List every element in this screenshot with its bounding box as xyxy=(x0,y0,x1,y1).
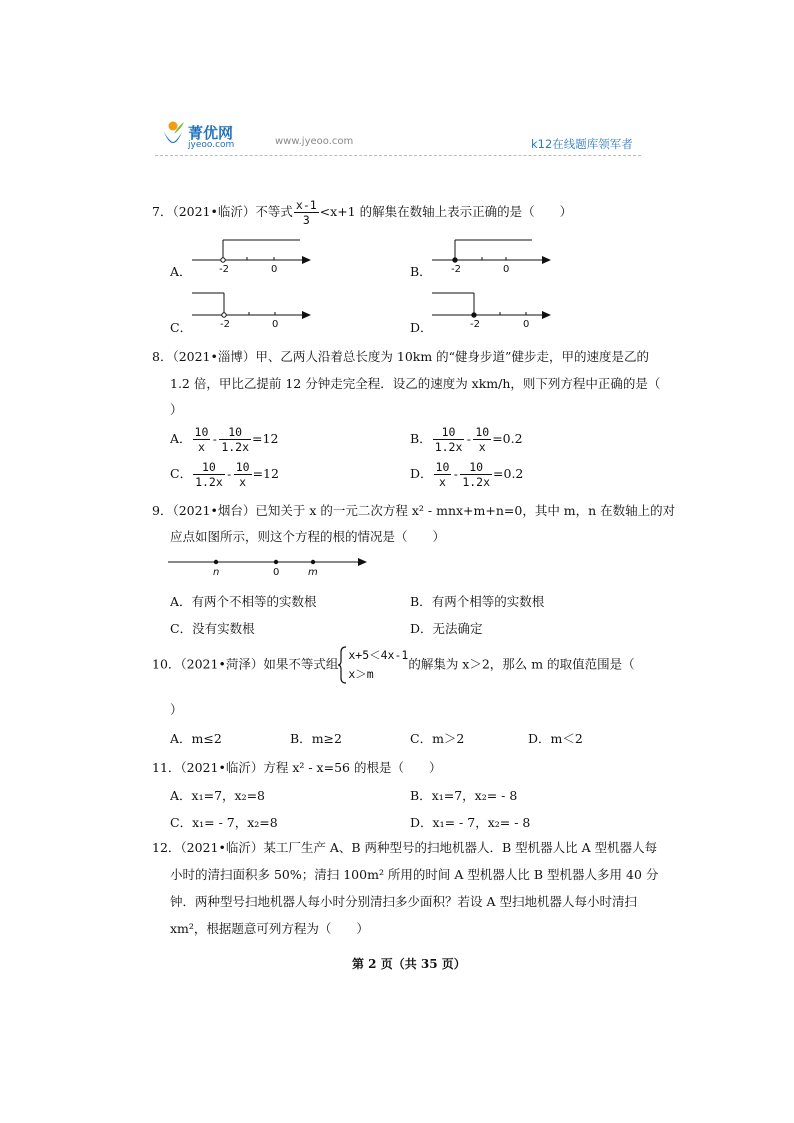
q7-a-tick-left: -2 xyxy=(219,264,229,275)
q8-d-frac1 xyxy=(434,460,452,489)
q9-stem-line1: 9．（2021•烟台）已知关于 x 的一元二次方程 x² - mnx+m+n=0，其中 m，n 在数轴上的对 xyxy=(152,503,676,518)
q10-option-b xyxy=(290,729,342,747)
q12-stem-line2: 小时的清扫面积多 50%；清扫 100m² 所用的时间 A 型机器人比 B 型机器人多用 40 分 xyxy=(170,867,659,882)
q7-prefix: 7．（2021•临沂）不等式 xyxy=(152,204,293,219)
q11-option-d xyxy=(410,813,530,831)
q10-a-text: m≤2 xyxy=(191,731,222,746)
q8-option-a xyxy=(170,425,278,454)
q9-stem-line2: 应点如图所示，则这个方程的根的情况是（ ） xyxy=(170,529,446,544)
q7-c-tick-right: 0 xyxy=(272,319,279,330)
q7-b-tick-left: -2 xyxy=(451,264,461,275)
q8-d-frac2 xyxy=(460,460,492,489)
q7-option-c xyxy=(170,290,320,335)
q8-b-f2-den: x xyxy=(478,440,486,454)
q10-b-label: B． xyxy=(290,731,312,746)
q8-d-rhs: =0.2 xyxy=(493,466,524,481)
q12-stem-line3: 钟．两种型号扫地机器人每小时分别清扫多少面积？若设 A 型扫地机器人每小时清扫 xyxy=(170,894,637,909)
q8-d-f2-num: 10 xyxy=(460,460,492,475)
header-divider xyxy=(155,155,641,156)
q7-option-d-label: D． xyxy=(410,320,433,335)
q7-suffix: <x+1 的解集在数轴上表示正确的是（ ） xyxy=(319,204,573,219)
q8-b-frac2 xyxy=(473,425,491,454)
q10-option-c xyxy=(410,729,464,747)
q8-c-frac2 xyxy=(234,460,252,489)
q10-option-a xyxy=(170,729,222,747)
q8-a-f1-den: x xyxy=(197,440,205,454)
q8-c-label: C． xyxy=(170,466,193,481)
q10-a-label: A． xyxy=(170,731,192,746)
q9-option-a xyxy=(170,592,317,610)
q9-numberline xyxy=(168,552,373,578)
q9-c-label: C． xyxy=(170,621,193,636)
q8-stem-line2: 1.2 倍，甲比乙提前 12 分钟走完全程．设乙的速度为 xkm/h，则下列方程中正确的是（ xyxy=(170,376,661,391)
q8-a-f2-num: 10 xyxy=(219,425,251,440)
q9-c-text: 没有实数根 xyxy=(192,621,255,636)
q10-option-d xyxy=(528,729,583,747)
q10-sys-line2: x＞m xyxy=(348,667,374,681)
q8-a-label: A． xyxy=(170,431,192,446)
q8-a-frac1 xyxy=(193,425,211,454)
q12-stem-line4: xm²，根据题意可列方程为（ ） xyxy=(170,921,369,936)
q8-stem-line1: 8．（2021•淄博）甲、乙两人沿着总长度为 10km 的“健身步道”健步走，甲的速度是乙的 xyxy=(152,349,649,364)
q9-b-label: B． xyxy=(410,594,432,609)
q8-a-op: - xyxy=(211,432,219,446)
q8-c-op: - xyxy=(225,467,233,481)
q11-stem: 11．（2021•临沂）方程 x² - x=56 的根是（ ） xyxy=(152,760,442,775)
q8-b-f1-num: 10 xyxy=(433,425,465,440)
q10-c-label: C． xyxy=(410,731,433,746)
q8-b-f2-num: 10 xyxy=(475,425,490,439)
q10-d-label: D． xyxy=(528,731,551,746)
q7-fraction xyxy=(294,198,319,227)
person-leaf-logo-icon xyxy=(160,120,186,152)
q7-option-d xyxy=(410,290,560,335)
q7-option-b xyxy=(410,236,560,278)
q8-b-rhs: =0.2 xyxy=(492,431,523,446)
q10-stem-line2: ） xyxy=(170,702,183,717)
q7-b-tick-right: 0 xyxy=(503,264,510,275)
q8-option-d xyxy=(410,460,523,489)
q8-option-b xyxy=(410,425,523,454)
q8-a-rhs: =12 xyxy=(252,431,279,446)
q9-label-0: 0 xyxy=(273,567,280,578)
q8-a-f2-den: 1.2x xyxy=(221,440,250,454)
q9-b-text: 有两个相等的实数根 xyxy=(431,594,545,609)
q9-a-label: A． xyxy=(170,594,192,609)
q11-option-b xyxy=(410,786,517,804)
q7-option-c-label: C． xyxy=(170,320,193,335)
q7-option-d-numberline xyxy=(430,290,555,332)
q7-c-tick-left: -2 xyxy=(220,319,230,330)
q10-stem-line1 xyxy=(152,646,635,684)
q7-d-tick-left: -2 xyxy=(470,319,480,330)
logo-sub-text: jyeoo.com xyxy=(188,140,235,150)
q8-c-f2-den: x xyxy=(239,475,247,489)
q8-c-frac1 xyxy=(193,460,225,489)
q9-d-label: D． xyxy=(410,621,433,636)
q7-d-tick-right: 0 xyxy=(523,319,530,330)
q7-option-b-label: B． xyxy=(410,264,432,279)
page-header xyxy=(155,118,641,158)
q11-d-text: x₁= - 7，x₂= - 8 xyxy=(432,815,531,830)
q8-b-op: - xyxy=(465,432,473,446)
q10-suffix: 的解集为 x＞2，那么 m 的取值范围是（ xyxy=(408,656,635,672)
q9-a-text: 有两个不相等的实数根 xyxy=(191,594,317,609)
brace-icon xyxy=(338,646,347,684)
q8-d-f2-den: 1.2x xyxy=(462,475,491,489)
q8-b-f1-den: 1.2x xyxy=(434,440,463,454)
q9-label-n: n xyxy=(213,567,220,578)
q11-c-text: x₁= - 7，x₂=8 xyxy=(192,815,278,830)
q7-option-a-label: A． xyxy=(170,264,192,279)
q7-frac-den: 3 xyxy=(302,213,310,227)
q7-option-a-numberline xyxy=(190,236,315,278)
q11-b-text: x₁=7，x₂= - 8 xyxy=(431,788,518,803)
q8-c-f1-den: 1.2x xyxy=(195,475,223,489)
q8-b-label: B． xyxy=(410,431,432,446)
header-url: www.jyeoo.com xyxy=(275,136,354,147)
q9-option-b xyxy=(410,592,544,610)
q8-a-frac2 xyxy=(219,425,251,454)
q11-option-a xyxy=(170,786,265,804)
logo-main-text: 菁优网 xyxy=(188,124,234,142)
page-footer: 第 2 页（共 35 页） xyxy=(352,957,466,971)
q10-b-text: m≥2 xyxy=(311,731,342,746)
q7-option-c-numberline xyxy=(190,290,315,332)
q11-c-label: C． xyxy=(170,815,193,830)
q8-d-f1-num: 10 xyxy=(435,460,450,474)
q11-option-c xyxy=(170,813,278,831)
q8-c-rhs: =12 xyxy=(252,466,279,481)
q11-a-label: A． xyxy=(170,788,192,803)
q12-stem-line1: 12．（2021•临沂）某工厂生产 A、B 两种型号的扫地机器人．B 型机器人比 A 型机器人每 xyxy=(152,840,658,855)
q7-option-a xyxy=(170,236,320,278)
q8-d-op: - xyxy=(452,467,460,481)
q9-d-text: 无法确定 xyxy=(432,621,483,636)
q8-b-frac1 xyxy=(433,425,465,454)
q8-d-f1-den: x xyxy=(438,475,446,489)
q7-frac-num: x-1 xyxy=(295,198,317,212)
q9-label-m: m xyxy=(308,567,318,578)
q10-d-text: m＜2 xyxy=(550,731,583,746)
q8-d-label: D． xyxy=(410,466,433,481)
q9-option-d xyxy=(410,619,483,637)
header-slogan: k12在线题库领军者 xyxy=(531,137,633,151)
q7-a-tick-right: 0 xyxy=(271,264,278,275)
q7-stem xyxy=(152,198,572,227)
q10-prefix: 10．（2021•菏泽）如果不等式组 xyxy=(152,656,339,672)
q8-a-f1-num: 10 xyxy=(194,425,209,439)
q8-stem-line3: ） xyxy=(170,402,183,417)
q11-d-label: D． xyxy=(410,815,433,830)
q10-inequality-system xyxy=(338,646,408,684)
q11-b-label: B． xyxy=(410,788,432,803)
q11-a-text: x₁=7，x₂=8 xyxy=(191,788,266,803)
q8-c-f2-num: 10 xyxy=(235,460,250,474)
q9-option-c xyxy=(170,619,255,637)
q8-option-c xyxy=(170,460,279,489)
q8-c-f1-num: 10 xyxy=(193,460,225,475)
q10-c-text: m＞2 xyxy=(432,731,465,746)
q7-option-b-numberline xyxy=(430,236,555,278)
q10-sys-line1: x+5＜4x-1 xyxy=(348,648,409,662)
